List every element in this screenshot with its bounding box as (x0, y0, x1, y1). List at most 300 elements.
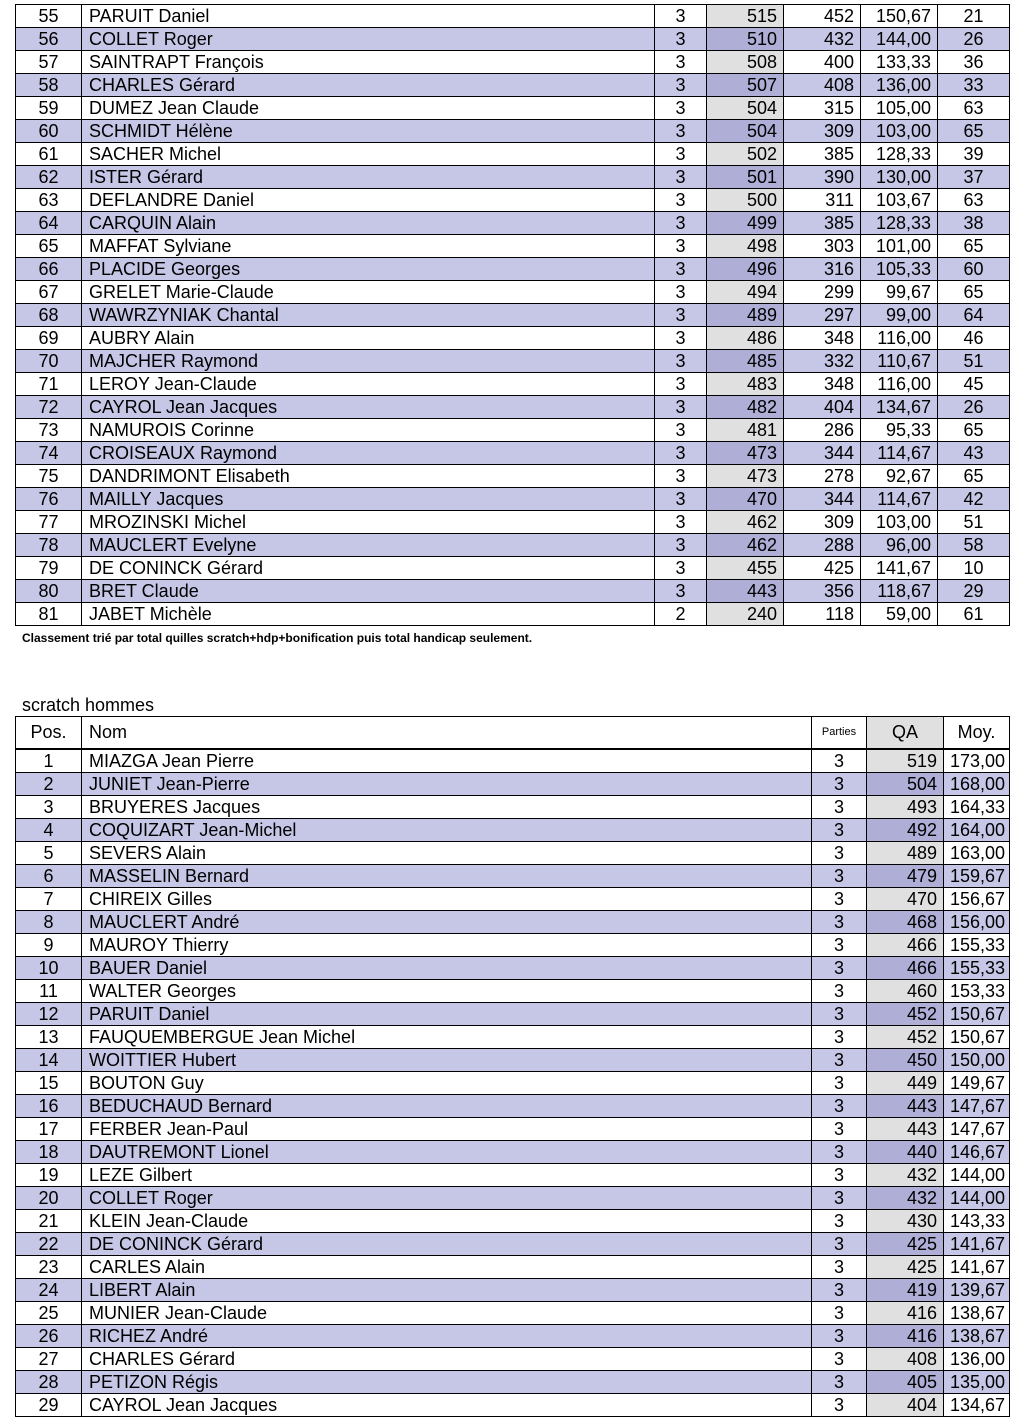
cell-average: 101,00 (861, 235, 938, 258)
cell-pos: 72 (16, 396, 82, 419)
cell-name: DE CONINCK Gérard (82, 1233, 812, 1256)
table-row (16, 304, 1010, 327)
table-row (16, 819, 1010, 842)
cell-pos: 24 (16, 1279, 82, 1302)
cell-pos: 29 (16, 1394, 82, 1417)
cell-scratch: 297 (784, 304, 861, 327)
cell-qa: 449 (867, 1072, 944, 1095)
table-row (16, 1371, 1010, 1394)
cell-average: 150,67 (861, 5, 938, 28)
table-header (16, 717, 1010, 750)
cell-games: 3 (655, 534, 707, 557)
cell-pos: 22 (16, 1233, 82, 1256)
cell-pos: 17 (16, 1118, 82, 1141)
cell-pos: 16 (16, 1095, 82, 1118)
cell-games: 3 (655, 189, 707, 212)
table-row (16, 911, 1010, 934)
cell-scratch: 385 (784, 143, 861, 166)
cell-average: 134,67 (861, 396, 938, 419)
cell-total: 504 (707, 120, 784, 143)
cell-games: 3 (655, 97, 707, 120)
cell-average: 103,00 (861, 120, 938, 143)
cell-name: BOUTON Guy (82, 1072, 812, 1095)
table-row (16, 1095, 1010, 1118)
cell-average: 150,00 (944, 1049, 1010, 1072)
cell-pos: 6 (16, 865, 82, 888)
cell-games: 3 (655, 120, 707, 143)
cell-games: 3 (655, 396, 707, 419)
cell-pos: 23 (16, 1256, 82, 1279)
cell-handicap: 29 (938, 580, 1010, 603)
cell-handicap: 63 (938, 189, 1010, 212)
table-row (16, 1325, 1010, 1348)
cell-games: 3 (812, 1187, 867, 1210)
cell-games: 3 (812, 1049, 867, 1072)
cell-pos: 80 (16, 580, 82, 603)
cell-name: CAYROL Jean Jacques (82, 1394, 812, 1417)
cell-handicap: 65 (938, 419, 1010, 442)
cell-average: 128,33 (861, 143, 938, 166)
table-row (16, 465, 1010, 488)
cell-pos: 19 (16, 1164, 82, 1187)
cell-name: MROZINSKI Michel (82, 511, 655, 534)
cell-average: 144,00 (944, 1187, 1010, 1210)
cell-name: CROISEAUX Raymond (82, 442, 655, 465)
cell-scratch: 432 (784, 28, 861, 51)
cell-handicap: 37 (938, 166, 1010, 189)
table-row (16, 350, 1010, 373)
cell-scratch: 311 (784, 189, 861, 212)
table-row (16, 442, 1010, 465)
cell-handicap: 63 (938, 97, 1010, 120)
cell-games: 3 (812, 934, 867, 957)
cell-name: SCHMIDT Hélène (82, 120, 655, 143)
cell-qa: 443 (867, 1095, 944, 1118)
cell-scratch: 299 (784, 281, 861, 304)
cell-scratch: 118 (784, 603, 861, 626)
cell-total: 515 (707, 5, 784, 28)
cell-games: 3 (812, 888, 867, 911)
cell-scratch: 348 (784, 373, 861, 396)
cell-qa: 519 (867, 749, 944, 773)
cell-name: SACHER Michel (82, 143, 655, 166)
table-row (16, 143, 1010, 166)
cell-name: BEDUCHAUD Bernard (82, 1095, 812, 1118)
cell-qa: 405 (867, 1371, 944, 1394)
cell-name: JABET Michèle (82, 603, 655, 626)
cell-games: 3 (812, 1325, 867, 1348)
cell-scratch: 309 (784, 511, 861, 534)
cell-pos: 3 (16, 796, 82, 819)
table-row (16, 865, 1010, 888)
cell-games: 3 (655, 488, 707, 511)
cell-handicap: 43 (938, 442, 1010, 465)
cell-handicap: 65 (938, 235, 1010, 258)
cell-pos: 58 (16, 74, 82, 97)
cell-qa: 479 (867, 865, 944, 888)
cell-games: 3 (655, 373, 707, 396)
cell-average: 168,00 (944, 773, 1010, 796)
table-row (16, 749, 1010, 773)
cell-games: 2 (655, 603, 707, 626)
header-moy: Moy. (944, 717, 1010, 750)
cell-qa: 416 (867, 1302, 944, 1325)
cell-total: 501 (707, 166, 784, 189)
cell-qa: 404 (867, 1394, 944, 1417)
cell-qa: 493 (867, 796, 944, 819)
cell-name: LIBERT Alain (82, 1279, 812, 1302)
cell-pos: 14 (16, 1049, 82, 1072)
table-row (16, 1026, 1010, 1049)
cell-pos: 64 (16, 212, 82, 235)
cell-handicap: 46 (938, 327, 1010, 350)
cell-qa: 452 (867, 1003, 944, 1026)
cell-scratch: 315 (784, 97, 861, 120)
cell-games: 3 (812, 749, 867, 773)
table-row (16, 189, 1010, 212)
cell-qa: 430 (867, 1210, 944, 1233)
cell-pos: 2 (16, 773, 82, 796)
cell-name: CARLES Alain (82, 1256, 812, 1279)
table-row (16, 1279, 1010, 1302)
cell-handicap: 21 (938, 5, 1010, 28)
table-row (16, 557, 1010, 580)
cell-handicap: 61 (938, 603, 1010, 626)
cell-average: 156,00 (944, 911, 1010, 934)
cell-total: 473 (707, 465, 784, 488)
cell-games: 3 (812, 1302, 867, 1325)
cell-total: 500 (707, 189, 784, 212)
cell-games: 3 (812, 842, 867, 865)
cell-handicap: 58 (938, 534, 1010, 557)
cell-name: FAUQUEMBERGUE Jean Michel (82, 1026, 812, 1049)
cell-average: 118,67 (861, 580, 938, 603)
cell-handicap: 64 (938, 304, 1010, 327)
cell-qa: 432 (867, 1164, 944, 1187)
cell-name: WOITTIER Hubert (82, 1049, 812, 1072)
cell-scratch: 356 (784, 580, 861, 603)
cell-average: 59,00 (861, 603, 938, 626)
cell-pos: 61 (16, 143, 82, 166)
cell-scratch: 404 (784, 396, 861, 419)
cell-games: 3 (812, 1141, 867, 1164)
cell-pos: 20 (16, 1187, 82, 1210)
cell-games: 3 (812, 1118, 867, 1141)
cell-qa: 470 (867, 888, 944, 911)
cell-pos: 68 (16, 304, 82, 327)
cell-games: 3 (655, 442, 707, 465)
table-row (16, 1141, 1010, 1164)
table-row (16, 1187, 1010, 1210)
cell-qa: 504 (867, 773, 944, 796)
table-row (16, 373, 1010, 396)
cell-handicap: 26 (938, 396, 1010, 419)
cell-name: ISTER Gérard (82, 166, 655, 189)
cell-games: 3 (655, 28, 707, 51)
cell-pos: 65 (16, 235, 82, 258)
table-row (16, 97, 1010, 120)
cell-name: CAYROL Jean Jacques (82, 396, 655, 419)
cell-games: 3 (655, 465, 707, 488)
cell-qa: 440 (867, 1141, 944, 1164)
cell-pos: 73 (16, 419, 82, 442)
cell-scratch: 288 (784, 534, 861, 557)
table-row (16, 773, 1010, 796)
header-qa: QA (867, 717, 944, 750)
cell-average: 95,33 (861, 419, 938, 442)
cell-games: 3 (655, 557, 707, 580)
cell-total: 498 (707, 235, 784, 258)
cell-pos: 60 (16, 120, 82, 143)
cell-pos: 5 (16, 842, 82, 865)
cell-name: PETIZON Régis (82, 1371, 812, 1394)
cell-games: 3 (812, 957, 867, 980)
table-row (16, 396, 1010, 419)
cell-pos: 12 (16, 1003, 82, 1026)
cell-name: MAUCLERT Evelyne (82, 534, 655, 557)
cell-games: 3 (812, 1279, 867, 1302)
cell-average: 96,00 (861, 534, 938, 557)
cell-average: 144,00 (861, 28, 938, 51)
cell-games: 3 (812, 865, 867, 888)
cell-average: 147,67 (944, 1118, 1010, 1141)
header-parties: Parties (812, 717, 867, 750)
table-row (16, 580, 1010, 603)
cell-scratch: 309 (784, 120, 861, 143)
cell-qa: 419 (867, 1279, 944, 1302)
cell-average: 146,67 (944, 1141, 1010, 1164)
table-row (16, 934, 1010, 957)
cell-pos: 74 (16, 442, 82, 465)
cell-name: JUNIET Jean-Pierre (82, 773, 812, 796)
cell-handicap: 51 (938, 350, 1010, 373)
cell-average: 105,33 (861, 258, 938, 281)
table-row (16, 957, 1010, 980)
table-row (16, 1394, 1010, 1417)
cell-qa: 425 (867, 1233, 944, 1256)
cell-handicap: 26 (938, 28, 1010, 51)
table-row (16, 980, 1010, 1003)
cell-average: 139,67 (944, 1279, 1010, 1302)
cell-name: BRET Claude (82, 580, 655, 603)
ranking-table-continued (15, 4, 1010, 626)
cell-qa: 460 (867, 980, 944, 1003)
cell-average: 141,67 (944, 1233, 1010, 1256)
cell-average: 149,67 (944, 1072, 1010, 1095)
cell-games: 3 (812, 1095, 867, 1118)
table-row (16, 1256, 1010, 1279)
cell-name: LEROY Jean-Claude (82, 373, 655, 396)
cell-name: SAINTRAPT François (82, 51, 655, 74)
cell-average: 99,67 (861, 281, 938, 304)
cell-average: 114,67 (861, 442, 938, 465)
cell-name: DUMEZ Jean Claude (82, 97, 655, 120)
cell-games: 3 (812, 1348, 867, 1371)
cell-games: 3 (812, 911, 867, 934)
table-row (16, 1348, 1010, 1371)
cell-average: 163,00 (944, 842, 1010, 865)
cell-games: 3 (812, 1072, 867, 1095)
cell-scratch: 278 (784, 465, 861, 488)
cell-handicap: 33 (938, 74, 1010, 97)
cell-pos: 76 (16, 488, 82, 511)
cell-games: 3 (812, 1164, 867, 1187)
cell-pos: 70 (16, 350, 82, 373)
cell-name: WAWRZYNIAK Chantal (82, 304, 655, 327)
table-row (16, 1302, 1010, 1325)
cell-average: 173,00 (944, 749, 1010, 773)
table-row (16, 5, 1010, 28)
cell-qa: 466 (867, 934, 944, 957)
cell-average: 164,33 (944, 796, 1010, 819)
cell-games: 3 (655, 166, 707, 189)
table-row (16, 51, 1010, 74)
cell-handicap: 51 (938, 511, 1010, 534)
cell-name: MIAZGA Jean Pierre (82, 749, 812, 773)
cell-name: PARUIT Daniel (82, 1003, 812, 1026)
cell-name: SEVERS Alain (82, 842, 812, 865)
cell-total: 462 (707, 511, 784, 534)
cell-average: 141,67 (861, 557, 938, 580)
cell-scratch: 385 (784, 212, 861, 235)
cell-handicap: 39 (938, 143, 1010, 166)
cell-pos: 26 (16, 1325, 82, 1348)
cell-average: 128,33 (861, 212, 938, 235)
cell-name: DEFLANDRE Daniel (82, 189, 655, 212)
cell-handicap: 45 (938, 373, 1010, 396)
cell-name: MASSELIN Bernard (82, 865, 812, 888)
cell-average: 156,67 (944, 888, 1010, 911)
cell-name: MAFFAT Sylviane (82, 235, 655, 258)
cell-name: CARQUIN Alain (82, 212, 655, 235)
table-row (16, 1003, 1010, 1026)
cell-pos: 11 (16, 980, 82, 1003)
cell-name: KLEIN Jean-Claude (82, 1210, 812, 1233)
cell-name: CHARLES Gérard (82, 74, 655, 97)
cell-total: 494 (707, 281, 784, 304)
cell-handicap: 10 (938, 557, 1010, 580)
cell-pos: 10 (16, 957, 82, 980)
cell-pos: 57 (16, 51, 82, 74)
cell-pos: 25 (16, 1302, 82, 1325)
cell-average: 116,00 (861, 373, 938, 396)
cell-pos: 78 (16, 534, 82, 557)
table-row (16, 212, 1010, 235)
ranking-table-body (16, 5, 1010, 626)
cell-scratch: 408 (784, 74, 861, 97)
cell-average: 153,33 (944, 980, 1010, 1003)
cell-average: 110,67 (861, 350, 938, 373)
cell-scratch: 344 (784, 442, 861, 465)
cell-pos: 8 (16, 911, 82, 934)
cell-qa: 450 (867, 1049, 944, 1072)
cell-pos: 75 (16, 465, 82, 488)
cell-scratch: 452 (784, 5, 861, 28)
cell-games: 3 (812, 1256, 867, 1279)
cell-total: 470 (707, 488, 784, 511)
cell-games: 3 (812, 1210, 867, 1233)
cell-name: DE CONINCK Gérard (82, 557, 655, 580)
cell-scratch: 344 (784, 488, 861, 511)
cell-name: MUNIER Jean-Claude (82, 1302, 812, 1325)
cell-pos: 56 (16, 28, 82, 51)
cell-name: COLLET Roger (82, 28, 655, 51)
table-row (16, 281, 1010, 304)
cell-average: 136,00 (944, 1348, 1010, 1371)
cell-handicap: 65 (938, 120, 1010, 143)
cell-games: 3 (655, 419, 707, 442)
cell-name: MAUCLERT André (82, 911, 812, 934)
cell-pos: 59 (16, 97, 82, 120)
cell-scratch: 390 (784, 166, 861, 189)
cell-name: MAUROY Thierry (82, 934, 812, 957)
cell-average: 103,00 (861, 511, 938, 534)
cell-games: 3 (812, 1371, 867, 1394)
cell-games: 3 (655, 74, 707, 97)
cell-games: 3 (655, 51, 707, 74)
cell-scratch: 348 (784, 327, 861, 350)
cell-average: 159,67 (944, 865, 1010, 888)
cell-pos: 69 (16, 327, 82, 350)
cell-pos: 4 (16, 819, 82, 842)
cell-total: 496 (707, 258, 784, 281)
table-row (16, 888, 1010, 911)
cell-average: 105,00 (861, 97, 938, 120)
table-row (16, 1164, 1010, 1187)
cell-average: 155,33 (944, 957, 1010, 980)
cell-pos: 71 (16, 373, 82, 396)
cell-name: BAUER Daniel (82, 957, 812, 980)
cell-average: 164,00 (944, 819, 1010, 842)
cell-pos: 79 (16, 557, 82, 580)
cell-pos: 21 (16, 1210, 82, 1233)
table-row (16, 327, 1010, 350)
table-row (16, 235, 1010, 258)
cell-pos: 13 (16, 1026, 82, 1049)
cell-qa: 408 (867, 1348, 944, 1371)
cell-pos: 66 (16, 258, 82, 281)
cell-games: 3 (655, 143, 707, 166)
header-nom: Nom (82, 717, 812, 750)
cell-name: CHIREIX Gilles (82, 888, 812, 911)
cell-average: 138,67 (944, 1325, 1010, 1348)
cell-games: 3 (812, 980, 867, 1003)
cell-total: 473 (707, 442, 784, 465)
cell-name: COQUIZART Jean-Michel (82, 819, 812, 842)
cell-pos: 15 (16, 1072, 82, 1095)
cell-total: 483 (707, 373, 784, 396)
cell-pos: 55 (16, 5, 82, 28)
cell-games: 3 (655, 327, 707, 350)
cell-total: 443 (707, 580, 784, 603)
cell-handicap: 65 (938, 281, 1010, 304)
cell-qa: 468 (867, 911, 944, 934)
cell-name: COLLET Roger (82, 1187, 812, 1210)
cell-handicap: 36 (938, 51, 1010, 74)
cell-scratch: 316 (784, 258, 861, 281)
cell-games: 3 (655, 304, 707, 327)
cell-total: 482 (707, 396, 784, 419)
table-row (16, 1118, 1010, 1141)
cell-average: 150,67 (944, 1003, 1010, 1026)
cell-total: 504 (707, 97, 784, 120)
table-row (16, 28, 1010, 51)
cell-games: 3 (655, 580, 707, 603)
cell-total: 462 (707, 534, 784, 557)
cell-average: 141,67 (944, 1256, 1010, 1279)
cell-average: 138,67 (944, 1302, 1010, 1325)
table-row (16, 120, 1010, 143)
